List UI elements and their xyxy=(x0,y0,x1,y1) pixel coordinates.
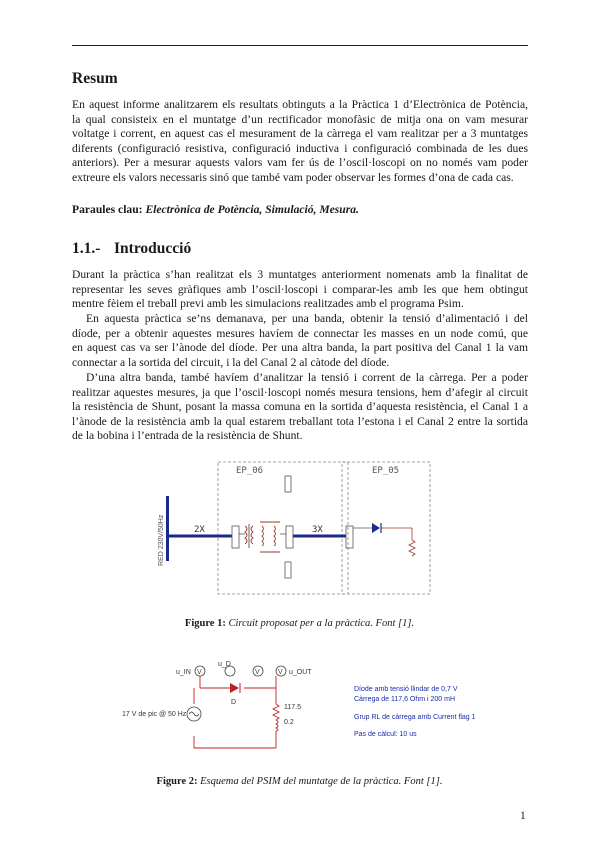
diode-d xyxy=(230,683,239,693)
intro-line: realitzar aquestes mesures, ja que l’oscil·loscopi només mesura tensions, hem d’afegir al circuit xyxy=(72,385,528,399)
figure1-caption xyxy=(0,618,599,629)
intro-line: representar les seves gràfiques amb l’oscil·loscopi i comparar-les amb les que hem obtingut xyxy=(72,282,528,296)
diode-label: D xyxy=(231,699,237,706)
figure2-caption xyxy=(0,776,599,787)
probe-u-d xyxy=(218,661,263,676)
keywords-label: Paraules clau: xyxy=(72,203,143,216)
abstract-line: En aquest informe analitzarem els resultats obtinguts a la Pràctica 1 d’Electrònica de Potència, xyxy=(72,98,528,111)
keywords-value: Electrònica de Potència, Simulació, Mesura. xyxy=(145,203,359,216)
note-line: Grup RL de càrrega amb Current flag 1 xyxy=(354,714,476,721)
intro-paragraph-1 xyxy=(72,268,528,312)
block-ep06 xyxy=(218,462,348,594)
r-value: 117.5 xyxy=(284,704,301,711)
abstract-line: extreure els valors necessaris sinó que també vam poder observar les formes d’ona de cada cas. xyxy=(72,170,514,184)
intro-line: de la bobina i l’entrada de la resistència de Shunt. xyxy=(72,429,303,443)
svg-text:u_D: u_D xyxy=(218,661,231,668)
figure1-label: Figure 1: xyxy=(184,618,226,629)
load-resistor xyxy=(409,540,415,556)
connector xyxy=(286,526,293,548)
section-heading-resum: Resum xyxy=(72,70,118,87)
block-ep06-label: EP_06 xyxy=(236,466,264,476)
svg-text:V: V xyxy=(197,669,202,676)
l-value: 0.2 xyxy=(284,719,294,726)
top-rule xyxy=(72,45,528,46)
ac-source-wave xyxy=(189,712,199,716)
svg-text:V: V xyxy=(278,669,283,676)
intro-line: l’ànode de la resistència amb la qual estarem treballant tota l’estona i el Canal 2 entre la sortida xyxy=(72,414,528,428)
probe-u-out xyxy=(276,666,312,676)
figure1-circuit-diagram xyxy=(150,456,450,611)
keywords xyxy=(72,203,359,216)
mains-bar xyxy=(166,496,169,561)
figure2-caption-text: Esquema del PSIM del muntatge de la pràctica. Font [1]. xyxy=(200,776,443,787)
intro-paragraph-2 xyxy=(72,312,528,370)
intro-line: En aquesta pràctica se’ns demanava, per una banda, obtenir la tensió d’alimentació i del xyxy=(86,312,528,325)
connector xyxy=(285,476,291,492)
load-inductor xyxy=(276,720,278,731)
svg-text:u_IN: u_IN xyxy=(176,669,191,676)
load-resistor xyxy=(273,704,279,720)
abstract-line: diferents (configuració resistiva, configuració inductiva i configuració combinada de les dues xyxy=(72,141,528,155)
intro-line: connectar a la sortida del circuit, i la del Canal 2 al càtode del díode. xyxy=(72,355,390,369)
intro-line: la resistència de Shunt, posant la massa comuna en la sortida d’aquesta resistència, el Canal 1 a xyxy=(72,400,528,414)
page-number: 1 xyxy=(520,810,526,822)
abstract-line: la qual consisteix en el muntatge d’un rectificador monofàsic de mitja ona on vam mesurar xyxy=(72,112,528,126)
intro-line: en aquest cas va ser l’ànode del díode. Per una altra banda, la part positiva del Canal 1 la vam xyxy=(72,341,528,355)
mains-label: RED 230V/50Hz xyxy=(158,514,165,566)
svg-text:u_OUT: u_OUT xyxy=(289,669,312,676)
figure1-caption-text: Circuit proposat per a la pràctica. Font [1]. xyxy=(228,618,415,629)
connector xyxy=(285,562,291,578)
note-line: Pas de càlcul: 10 us xyxy=(354,731,417,738)
section-heading-introduccio xyxy=(72,240,191,258)
wire-3x-label: 3X xyxy=(312,525,323,535)
intro-line: D’una altra banda, també havíem d’analitzar la tensió i corrent de la càrrega. Per a poder xyxy=(86,371,528,384)
diode-symbol xyxy=(372,523,380,533)
transformer xyxy=(245,522,280,552)
abstract-line: anteriors). Per a mesurar aquests valors vam fer ús de l’oscil·loscopi on no només vam poder xyxy=(72,156,528,170)
section-number: 1.1.- xyxy=(72,240,101,257)
abstract-line: voltatge i corrent, en aquest cas el mesurament de la càrrega el vam realitzar per a 3 muntatges xyxy=(72,127,528,141)
svg-text:V: V xyxy=(255,669,260,676)
section-title: Introducció xyxy=(114,240,192,257)
note-line: Càrrega de 117,6 Ohm i 200 mH xyxy=(354,696,456,703)
intro-paragraph-3 xyxy=(72,371,528,444)
connector xyxy=(232,526,239,548)
intro-line: mentre fèiem el treball previ amb les simulacions realitzades amb el programa Psim. xyxy=(72,297,464,311)
abstract-paragraph xyxy=(72,98,528,186)
intro-line: Durant la pràctica s’han realitzat els 3 muntatges anteriorment nomenats amb la finalitat de xyxy=(72,268,528,281)
probe-u-in xyxy=(176,666,205,676)
figure2-label: Figure 2: xyxy=(156,776,198,787)
connector xyxy=(346,526,353,548)
source-label: 17 V de pic @ 50 Hz xyxy=(122,711,187,718)
note-line: Díode amb tensió llindar de 0,7 V xyxy=(354,686,458,693)
figure2-psim-schematic xyxy=(118,656,498,761)
block-ep05-label: EP_05 xyxy=(372,466,400,476)
wire-2x-label: 2X xyxy=(194,525,205,535)
intro-line: díode, per a obtenir aquestes mesures havíem de connectar les masses en un node comú, que xyxy=(72,326,528,340)
